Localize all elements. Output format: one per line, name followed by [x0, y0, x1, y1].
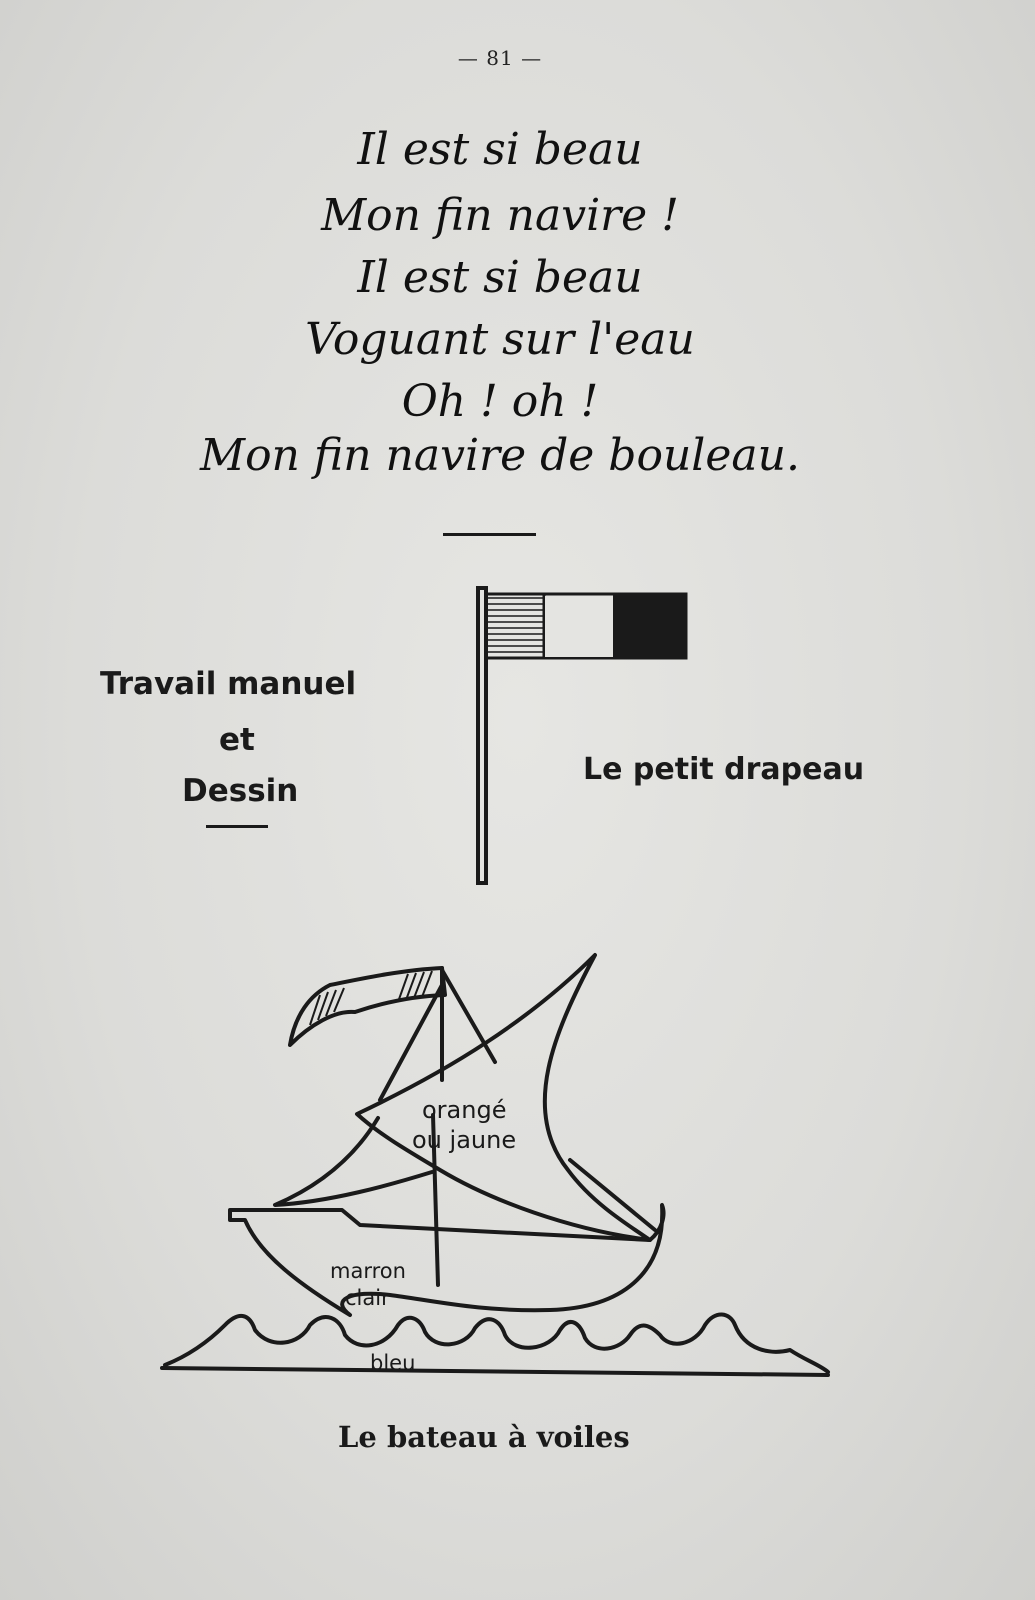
poem-line-4: Voguant sur l'eau [305, 314, 695, 365]
hull-color-label-line-1: marron [330, 1259, 406, 1283]
poem-line-5: Oh ! oh ! [401, 376, 599, 427]
flag-caption: Le petit drapeau [583, 752, 865, 787]
sailboat-illustration [150, 940, 850, 1390]
water-color-label: bleu [370, 1351, 416, 1375]
section-heading-underline [206, 825, 268, 828]
section-heading-line-3: Dessin [182, 773, 299, 809]
page-number: — 81 — [457, 46, 543, 70]
jib-sail [275, 1118, 432, 1205]
poem-line-2: Mon fin navire ! [321, 190, 679, 241]
poem-divider [443, 533, 536, 536]
flag-stripe-white [545, 596, 613, 657]
sail-color-label-line-1: orangé [422, 1096, 507, 1124]
sailboat-caption: Le bateau à voiles [338, 1420, 630, 1454]
waves [165, 1314, 828, 1372]
section-heading-line-1: Travail manuel [100, 666, 357, 702]
hull [230, 1205, 664, 1315]
flag-stripe-hatched [486, 598, 544, 652]
sail-color-label-line-2: ou jaune [412, 1126, 517, 1154]
flag-illustration [470, 580, 695, 890]
section-heading-line-2: et [219, 722, 255, 758]
poem-line-3: Il est si beau [357, 252, 643, 303]
poem-line-6: Mon fin navire de bouleau. [200, 430, 800, 481]
hull-color-label-line-2: clair [345, 1286, 390, 1310]
poem-line-1: Il est si beau [357, 124, 643, 175]
flag-stripe-dark [613, 594, 686, 658]
